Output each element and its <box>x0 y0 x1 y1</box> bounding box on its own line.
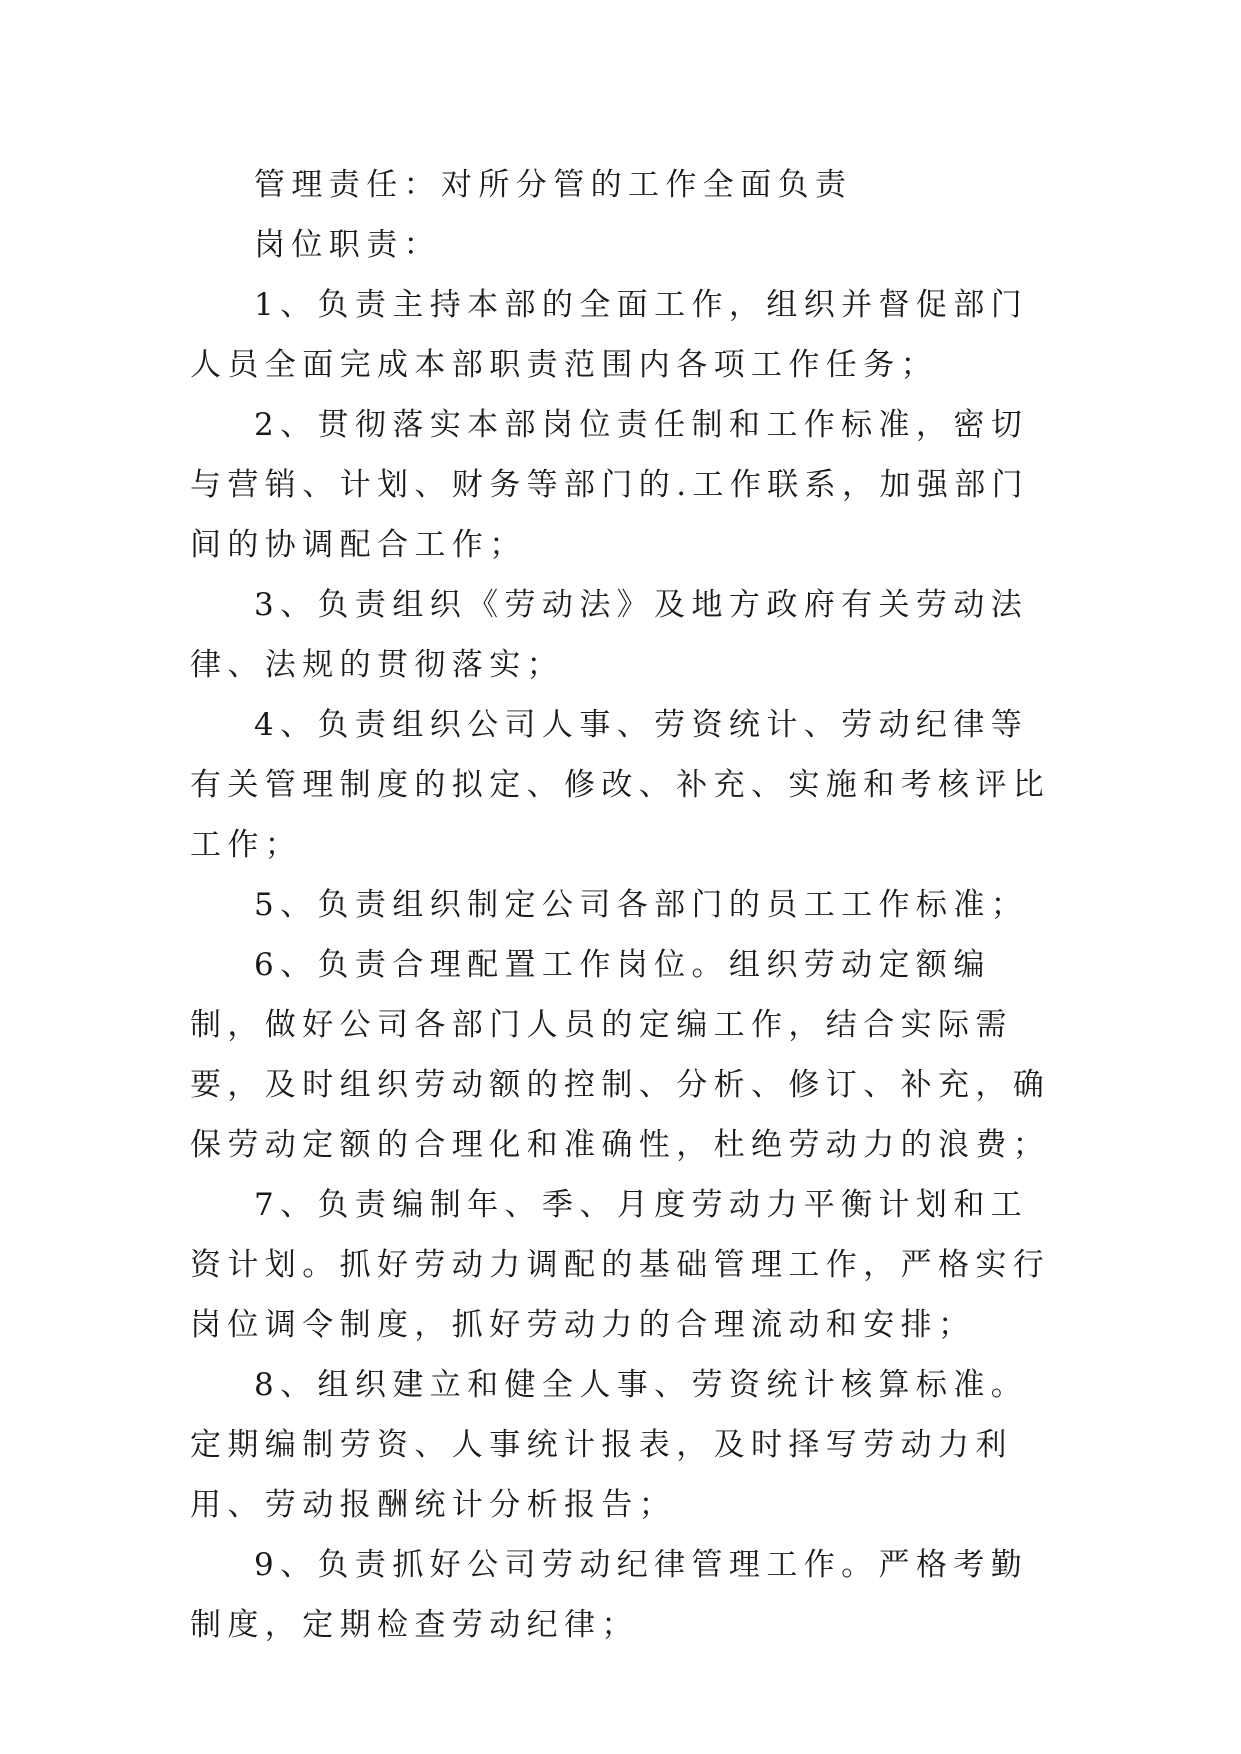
duty-item-1: 1、负责主持本部的全面工作，组织并督促部门人员全面完成本部职责范围内各项工作任务； <box>190 287 1029 383</box>
duty-item-5: 5、负责组织制定公司各部门的员工工作标准； <box>254 887 1029 923</box>
duty-item-4: 4、负责组织公司人事、劳资统计、劳动纪律等有关管理制度的拟定、修改、补充、实施和考核评比工作； <box>190 707 1051 863</box>
duty-item-7: 7、负责编制年、季、月度劳动力平衡计划和工资计划。抓好劳动力调配的基础管理工作，严格实行岗位调令制度，抓好劳动力的合理流动和安排； <box>190 1187 1051 1343</box>
management-responsibility: 管理责任：对所分管的工作全面负责 <box>254 167 853 203</box>
duty-item-3: 3、负责组织《劳动法》及地方政府有关劳动法律、法规的贯彻落实； <box>190 587 1029 683</box>
duty-item-2: 2、贯彻落实本部岗位责任制和工作标准，密切与营销、计划、财务等部门的.工作联系，加强部门间的协调配合工作； <box>190 407 1030 563</box>
job-duties-heading: 岗位职责： <box>254 227 441 263</box>
duty-item-6: 6、负责合理配置工作岗位。组织劳动定额编制，做好公司各部门人员的定编工作，结合实际需要，及时组织劳动额的控制、分析、修订、补充，确保劳动定额的合理化和准确性，杜绝劳动力的浪费； <box>190 947 1051 1163</box>
duty-item-8: 8、组织建立和健全人事、劳资统计核算标准。定期编制劳资、人事统计报表，及时择写劳动力利用、劳动报酬统计分析报告； <box>190 1367 1029 1523</box>
duty-item-9: 9、负责抓好公司劳动纪律管理工作。严格考勤制度，定期检查劳动纪律； <box>190 1547 1029 1643</box>
document-body <box>190 155 1062 1655</box>
